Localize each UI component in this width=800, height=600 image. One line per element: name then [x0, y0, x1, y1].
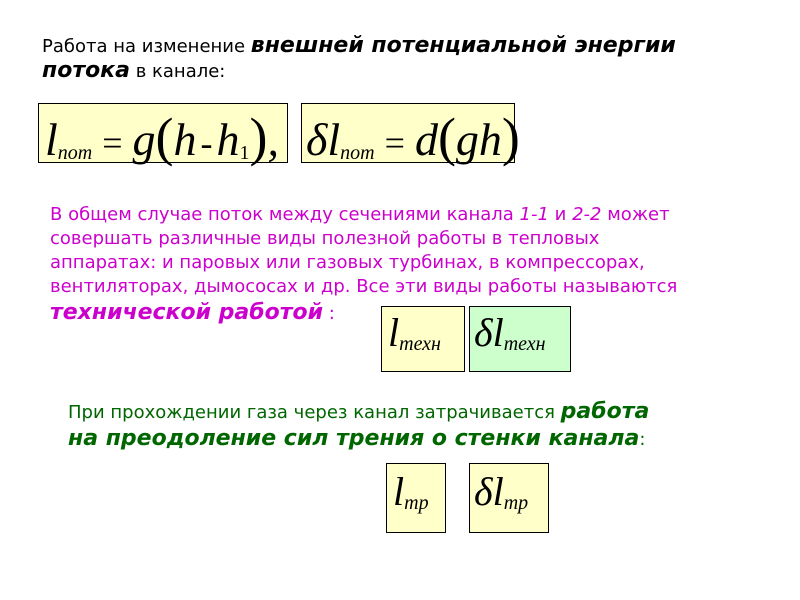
- technical-work-term: технической работой: [50, 300, 324, 325]
- colon: :: [323, 303, 335, 324]
- formula-var: l: [492, 469, 504, 514]
- formula-gh: gh: [455, 114, 502, 165]
- formula-tech-work: [381, 306, 465, 372]
- intro-text-after: в канале:: [129, 61, 226, 82]
- formula-potential-work-diff: [301, 103, 520, 167]
- formula-sub: пот: [57, 142, 93, 165]
- formula-sub: тр: [503, 492, 529, 515]
- formula-g: g: [132, 114, 156, 165]
- formula-potential-work: [38, 103, 288, 167]
- section-2-2: 2-2: [572, 204, 602, 225]
- formula-var: l: [388, 310, 400, 355]
- formula-friction-work: [386, 463, 446, 533]
- formula-sub: техн: [503, 333, 546, 356]
- formula-comma: ,: [267, 114, 280, 165]
- formula-delta: δ: [474, 310, 493, 355]
- line-text: В общем случае поток между сечениями канала: [50, 204, 520, 225]
- formula-var: l: [327, 114, 341, 165]
- formula-var: l: [45, 114, 58, 165]
- formula-sub: пот: [340, 142, 375, 165]
- formula-close-paren: ): [249, 107, 268, 167]
- friction-emphasis-2: на преодоление сил трения о стенки канала: [68, 426, 640, 451]
- formula-sub: тр: [404, 492, 429, 515]
- formula-open-paren: (: [437, 107, 456, 167]
- formula-open-paren: (: [155, 107, 174, 167]
- paragraph-line-4: вентиляторах, дымососах и др. Все эти виды работы называются: [50, 276, 678, 297]
- intro-text: Работа на изменение: [42, 36, 251, 57]
- friction-work-paragraph: [68, 400, 748, 452]
- friction-line-2: [68, 427, 748, 452]
- friction-line-1: [68, 400, 748, 425]
- formula-sub: техн: [399, 333, 441, 356]
- colon: :: [639, 429, 646, 450]
- formula-minus: -: [200, 123, 213, 163]
- paragraph-line-3: аппаратах: и паровых или газовых турбинах, в компрессорах,: [50, 252, 645, 273]
- intro-paragraph: [42, 34, 762, 84]
- paragraph-line-1: [50, 203, 750, 227]
- formula-friction-work-diff: [469, 463, 549, 533]
- line-text: При прохождении газа через канал затрачивается: [68, 402, 561, 423]
- paragraph-line-2: совершать различные виды полезной работы в тепловых: [50, 228, 600, 249]
- intro-emphasis: внешней потенциальной энергии потока: [42, 33, 676, 83]
- section-1-1: 1-1: [519, 204, 549, 225]
- formula-var: l: [393, 469, 405, 514]
- formula-eq: =: [102, 123, 123, 163]
- formula-h: h: [173, 114, 197, 165]
- line-text: и: [548, 204, 573, 225]
- formula-h1: h: [216, 114, 240, 165]
- formula-h1-sub: 1: [239, 142, 250, 165]
- formula-d: d: [414, 114, 438, 165]
- formula-tech-work-diff: [469, 306, 571, 372]
- formula-delta: δ: [306, 114, 328, 165]
- friction-emphasis-1: работа: [560, 399, 650, 424]
- formula-close-paren: ): [501, 107, 520, 167]
- line-text: может: [601, 204, 670, 225]
- formula-eq: =: [384, 123, 405, 163]
- formula-delta: δ: [474, 469, 493, 514]
- formula-var: l: [492, 310, 504, 355]
